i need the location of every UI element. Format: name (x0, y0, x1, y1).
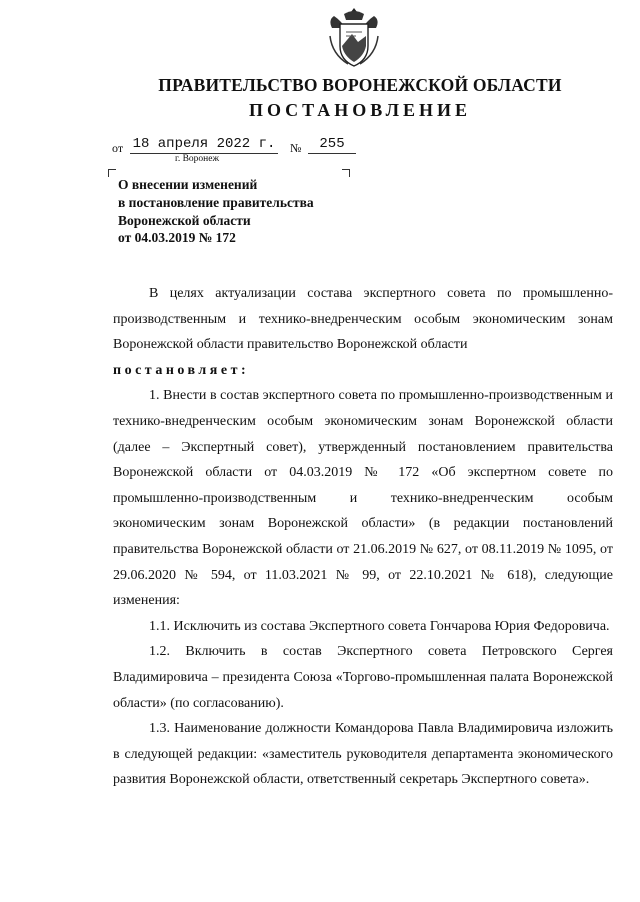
document-subject (118, 176, 358, 247)
paragraph-1-2: 1.2. Включить в состав Экспертного совета Петровского Сергея Владимировича – президента Союза «Торгово-промышленная палата Воронежской области» (по согласованию). (113, 644, 613, 711)
paragraph-1-3: 1.3. Наименование должности Командорова Павла Владимировича изложить в следующей редакции: «заместитель руководителя департамента экономического развития Воронежской области, ответственный секретарь Экспертного совета». (113, 721, 613, 788)
document-body (113, 281, 613, 793)
paragraph-1: 1. Внести в состав экспертного совета по промышленно-производственным и технико-внедренческим особым экономическим зонам Воронежской области (далее – Экспертный совет), утвержденный постановлением правительства Воронежской области от 04.03.2019 № 172 «Об экспертном совете по промышленно-производственным и технико-внедренческим особым экономическим зонам Воронежской области» (в редакции постановлений правительства Воронежской области от 21.06.2019 № 627, от 08.11.2019 № 1095, от 29.06.2020 № 594, от 11.03.2021 № 99, от 22.10.2021 № 618), следующие изменения: (113, 388, 613, 609)
document-date: 18 апреля 2022 г. (130, 136, 278, 154)
decree-line (113, 358, 613, 384)
date-prefix: от (112, 141, 124, 155)
organization-name: ПРАВИТЕЛЬСТВО ВОРОНЕЖСКОЙ ОБЛАСТИ (158, 75, 562, 95)
subject-line: от 04.03.2019 № 172 (118, 230, 236, 246)
intro-paragraph: В целях актуализации состава экспертного совета по промышленно-производственным и технико-внедренческим особым экономическим зонам Воронежской области правительство Воронежской области (113, 286, 613, 353)
document-city: г. Воронеж (175, 154, 220, 164)
subject-bracket-left (108, 169, 116, 177)
decree-word: постановляет: (113, 362, 250, 378)
paragraph-1-1: 1.1. Исключить из состава Экспертного совета Гончарова Юрия Федоровича. (149, 618, 610, 634)
subject-line: Воронежской области (118, 212, 251, 228)
number-prefix: № (290, 141, 302, 155)
subject-line: О внесении изменений (118, 177, 258, 192)
document-number: 255 (308, 136, 356, 154)
subject-line: в постановление правительства (118, 194, 314, 210)
coat-of-arms-emblem (326, 6, 382, 72)
document-type: ПОСТАНОВЛЕНИЕ (248, 100, 472, 120)
